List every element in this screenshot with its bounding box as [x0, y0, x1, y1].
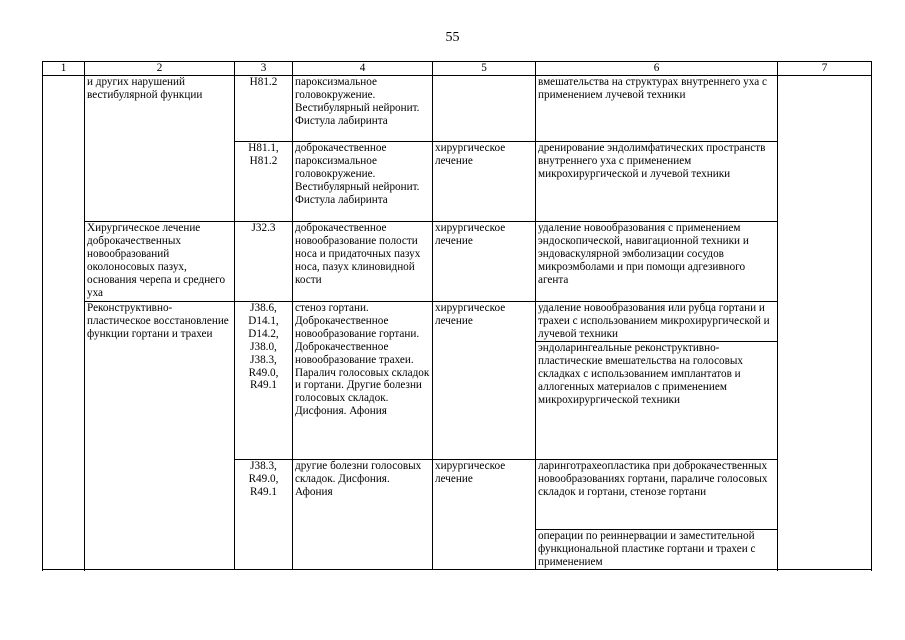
cell-profile: и других нарушений вестибулярной функции — [85, 76, 235, 222]
cell-code: J38.6, D14.1, D14.2, J38.0, J38.3, R49.0, R49.1 — [235, 302, 293, 460]
column-header-6: 6 — [536, 62, 778, 76]
column-header-4: 4 — [293, 62, 433, 76]
cell-diagnosis: доброкачественное пароксизмальное головокружение. Вестибулярный нейронит. Фистула лабиринта — [293, 142, 433, 222]
cell-method: вмешательства на структурах внутреннего уха с применением лучевой техники — [536, 76, 778, 142]
cell-treatment: хирургическое лечение — [433, 142, 536, 222]
procedures-table — [42, 61, 872, 570]
cell-diagnosis: другие болезни голосовых складок. Дисфония. Афония — [293, 460, 433, 570]
cell-treatment: хирургическое лечение — [433, 302, 536, 460]
cell-diagnosis: доброкачественное новообразование полости носа и придаточных пазух носа, пазух клиновидной кости — [293, 222, 433, 302]
cell-diagnosis: пароксизмальное головокружение. Вестибулярный нейронит. Фистула лабиринта — [293, 76, 433, 142]
cell-code: J38.3, R49.0, R49.1 — [235, 460, 293, 570]
cell-diagnosis: стеноз гортани. Доброкачественное новообразование гортани. Доброкачественное новообразование трахеи. Паралич голосовых складок и гортани. Другие болезни голосовых складок. Дисфония. Афония — [293, 302, 433, 460]
cell-method: эндоларингеальные реконструктивно-пластические вмешательства на голосовых складках с использованием имплантатов и аллогенных материалов с применением микрохирургической техники — [536, 342, 778, 460]
column-header-2: 2 — [85, 62, 235, 76]
cell-method: удаление новообразования или рубца гортани и трахеи с использованием микрохирургической и лучевой техники — [536, 302, 778, 342]
cell-method: ларинготрахеопластика при доброкачественных новообразованиях гортани, параличе голосовых складок и гортани, стенозе гортани — [536, 460, 778, 530]
column-header-5: 5 — [433, 62, 536, 76]
cell-tariff — [778, 76, 872, 570]
table-row — [43, 222, 872, 302]
cell-profile: Реконструктивно-пластическое восстановление функции гортани и трахеи — [85, 302, 235, 570]
cell-code: H81.1, H81.2 — [235, 142, 293, 222]
cell-code: J32.3 — [235, 222, 293, 302]
cell-profile: Хирургическое лечение доброкачественных новообразований околоносовых пазух, основания черепа и среднего уха — [85, 222, 235, 302]
column-header-7: 7 — [778, 62, 872, 76]
cell-method: удаление новообразования с применением эндоскопической, навигационной техники и эндоваскулярной эмболизации сосудов микроэмболами и при помощи адгезивного агента — [536, 222, 778, 302]
cell-method: операции по реиннервации и заместительной функциональной пластике гортани и трахеи с применением — [536, 530, 778, 570]
cell-number — [43, 76, 85, 570]
cell-treatment: хирургическое лечение — [433, 460, 536, 570]
cell-treatment: хирургическое лечение — [433, 222, 536, 302]
cell-code: H81.2 — [235, 76, 293, 142]
cell-method: дренирование эндолимфатических пространств внутреннего уха с применением микрохирургической и лучевой техники — [536, 142, 778, 222]
table-row — [43, 76, 872, 142]
column-header-3: 3 — [235, 62, 293, 76]
table-row — [43, 302, 872, 342]
column-header-1: 1 — [43, 62, 85, 76]
header-row — [43, 62, 872, 76]
cell-treatment — [433, 76, 536, 142]
page-number: 55 — [445, 30, 460, 45]
